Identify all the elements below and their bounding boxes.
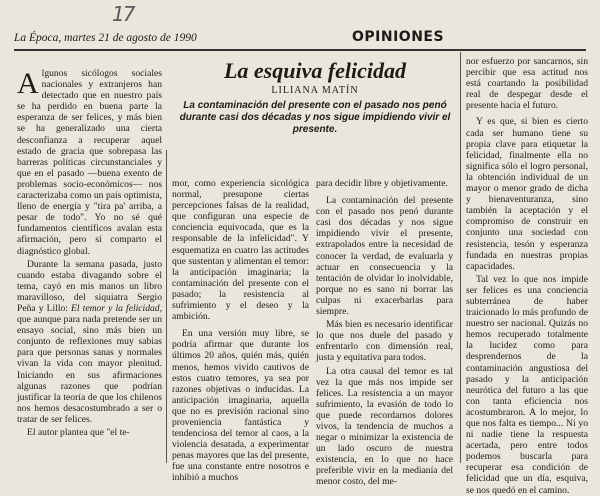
col3-paragraph-2: La contaminación del presente con el pasado nos penó durante casi dos décadas y nos sigue impidiendo vivir el presente, extrapolados entre la necesidad de conocer la verdad, de evaluarla y actuar en consecuencia y la tentación de olvidar lo inolvidable, porque no es sano ni borrar las culpas ni exacerbarlas para siempre. [316, 195, 453, 318]
column-rule [460, 52, 461, 463]
col1-paragraph-1: Algunos sicólogos sociales nacionales y extranjeros han detectado que en nuestro país se ha perdido en buena parte la esperanza de ser felices, y más bien se ha generalizado una cierta desconfianza a recuperar aquel estado de gracia que sobrepasa las barreras políticas circunstanciales y que en el pasado —buena exento de problemas socio-económicos— nos caracterizaba como un país optimista, lleno de energía y "tira pa' arriba, a pesar de todo". Yo no sé qué fundamentos científicos avalan esta afirmación, pero sí comparto el diagnóstico global. [17, 67, 162, 257]
column-3 [316, 178, 453, 488]
col4-paragraph-3: Tal vez lo que nos impide ser felices es una conciencia subterránea de haber traicionado lo más profundo de nuestro ser nacional. Quizás no hemos recuperado totalmente la lucidez como para desprendernos de la contaminación angustiosa del pasado y la anticipación neurótica del futuro a las que con tanta eficiencia nos acostumbraron. A lo mejor, lo que nos falta es tiempo... Ni yo ni nadie tiene la respuesta acertada, pero entre todos podemos buscarla para recuperar esa condición de felicidad que un día, esquiva, se nos quedó en el camino. [466, 273, 588, 496]
drop-cap: A [17, 67, 39, 100]
col1-paragraph-3: El autor plantea que "el te- [27, 427, 130, 438]
article-header [170, 58, 460, 136]
col3-paragraph-3: Más bien es necesario identificar lo que nos duele del pasado y enfrentarlo con dimensión real, justa y equitativa para todos. [316, 319, 453, 364]
col2-paragraph-1: mor, como experiencia sicológica normal, presupone ciertas percepciones falsas de la realidad, que configuran una especie de conciencia equivocada, que es la responsable de la infelicidad". Y esquematiza en cuatro las actitudes que sustentan y alimentan el temor: la anticipación imaginaria; la contaminación del presente con el pasado; la resistencia al sufrimiento y el deseo y la ambición. [172, 178, 309, 323]
column-2 [172, 178, 309, 484]
col4-paragraph-1: nor esfuerzo por sancarnos, sin percibir que esa actitud nos está coartando la posibilidad real de despegar desde el presente hacia el futuro. [466, 56, 588, 112]
masthead-rule [14, 49, 586, 51]
column-1 [17, 68, 162, 463]
col2-paragraph-2: En una versión muy libre, se podría afirmar que durante los últimos 20 años, quién más, quién menos, hemos vivido cautivos de estos cuatro temores, ya sea por razones objetivas o inducidas. La anticipación imaginaria, aquella que no es previsión racional sino proveniencia fantástica y tendenciosa del temor al caos, a la violencia desatada, a experimentar penas mayores que las del presente, fue una constante entre nosotros e inhibió a muchos [172, 328, 309, 484]
column-rule [166, 150, 167, 463]
handwritten-page-mark: 17 [112, 2, 134, 26]
masthead [14, 29, 586, 49]
col3-paragraph-1: para decidir libre y objetivamente. [316, 178, 448, 189]
col3-paragraph-4: La otra causal del temor es tal vez la que más nos impide ser felices. La resistencia a un mayor sufrimiento, la evasión de todo lo que puede recordarnos dolores vivos, la tendencia de muchos a negar o minimizar la existencia de un lado oscuro de nuestra existencia, en lo que no hace preferible vivir en la medianía del menor costo, del me- [316, 365, 453, 488]
deck: La contaminación del presente con el pasado nos penó durante casi dos décadas y nos sigue impidiendo vivir el presente. [179, 100, 451, 135]
section-title: OPINIONES [352, 29, 445, 45]
book-title: El temor y la felicidad, [71, 302, 162, 314]
col4-paragraph-2: Y es que, si bien es cierto cada ser humano tiene su propia clave para etiquetar la felicidad, finalmente ella no significa sólo el logro personal, la obtención individual de un mayor o menor grado de dicha y bienaventuranza, sino también la aceptación y el compromiso de construir en conjunto una sociedad con resistencia, tesón y esperanza fundada en nuestras propias capacidades. [466, 116, 588, 272]
headline: La esquiva felicidad [223, 58, 407, 83]
column-4 [466, 56, 588, 496]
byline: LILIANA MATÍN [271, 85, 359, 96]
masthead-date: La Época, martes 21 de agosto de 1990 [14, 32, 197, 44]
col1-paragraph-2: Durante la semana pasada, justo cuando estaba divagando sobre el tema, cayó en mis manos un libro maravilloso, del siquiatra Sergio Peña y Lillo: El temor y la felicidad, que aunque para nada pretende ser un ensayo social, sino más bien un conjunto de reflexiones muy sabias para que personas sanas y normales vivan la vida con mayor plenitud. Iniciando en sus afirmaciones algunas razones que podrían justificar la teoría de que los chilenos nos hemos desacostumbrado a ser o tratar de ser felices. [17, 258, 162, 425]
